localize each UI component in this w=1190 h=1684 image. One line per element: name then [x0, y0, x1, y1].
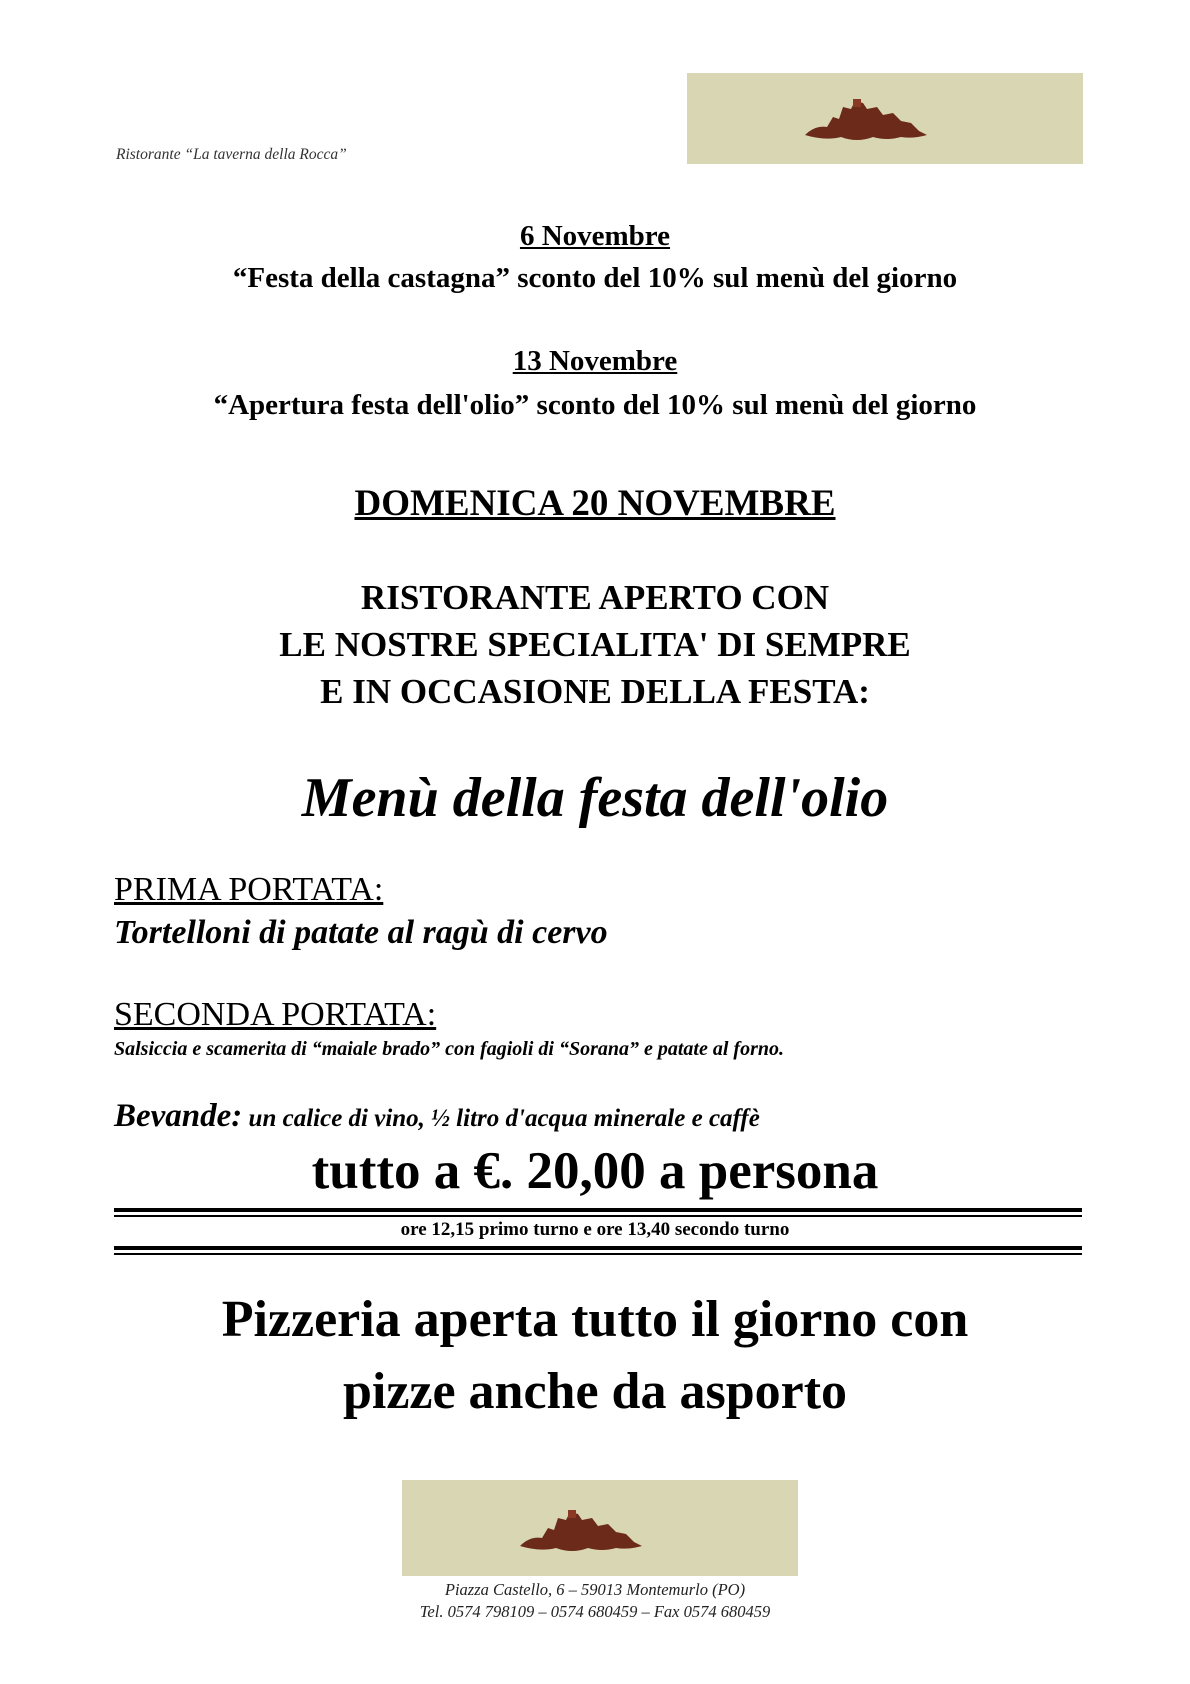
drinks-label: Bevande: — [114, 1098, 243, 1134]
footer-logo — [402, 1480, 798, 1576]
course-dish: Salsiccia e scamerita di “maiale brado” con fagioli di “Sorana” e patate al forno. — [114, 1038, 784, 1060]
event-date: 13 Novembre — [512, 345, 678, 377]
castle-logo-icon — [687, 73, 1083, 164]
course-label: PRIMA PORTATA: — [114, 871, 384, 908]
event-date: 6 Novembre — [519, 220, 671, 252]
drinks-text: un calice di vino, ½ litro d'acqua minerale e caffè — [242, 1105, 760, 1132]
footer-address: Piazza Castello, 6 – 59013 Montemurlo (PO) — [444, 1580, 746, 1599]
sunday-heading: DOMENICA 20 NOVEMBRE — [354, 483, 836, 524]
announcement-line: E IN OCCASIONE DELLA FESTA: — [320, 672, 870, 711]
menu-title: Menù della festa dell'olio — [301, 767, 889, 829]
castle-logo-icon — [402, 1480, 798, 1576]
divider — [114, 1246, 1082, 1250]
event-description: “Apertura festa dell'olio” sconto del 10% sul menù del giorno — [213, 389, 977, 421]
service-hours: ore 12,15 primo turno e ore 13,40 secondo turno — [400, 1219, 790, 1240]
divider — [114, 1208, 1082, 1212]
footer-phones: Tel. 0574 798109 – 0574 680459 – Fax 0574 680459 — [419, 1602, 771, 1621]
pizzeria-line: pizze anche da asporto — [342, 1363, 848, 1420]
divider — [114, 1253, 1082, 1255]
restaurant-name: Ristorante “La taverna della Rocca” — [116, 146, 347, 163]
price: tutto a €. 20,00 a persona — [311, 1142, 879, 1200]
announcement-line: LE NOSTRE SPECIALITA' DI SEMPRE — [279, 625, 911, 664]
event-description: “Festa della castagna” sconto del 10% sul menù del giorno — [232, 262, 958, 294]
drinks-line — [114, 1098, 760, 1135]
announcement-line: RISTORANTE APERTO CON — [360, 578, 830, 617]
header-logo — [687, 73, 1083, 164]
divider — [114, 1215, 1082, 1217]
course-label: SECONDA PORTATA: — [114, 996, 437, 1033]
course-dish: Tortelloni di patate al ragù di cervo — [114, 914, 608, 951]
pizzeria-line: Pizzeria aperta tutto il giorno con — [221, 1291, 969, 1348]
